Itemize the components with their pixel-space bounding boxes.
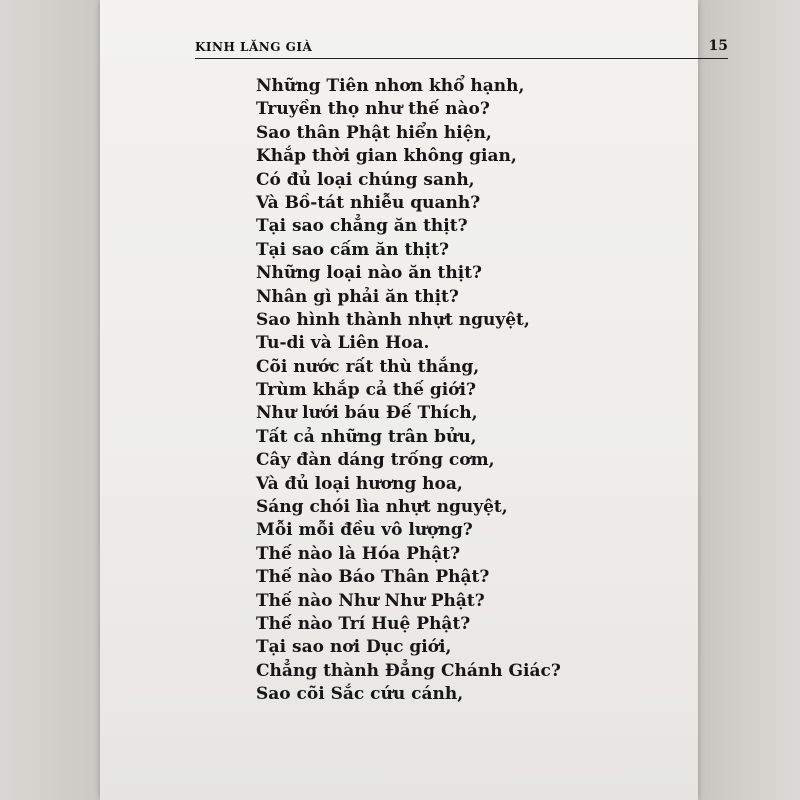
verse-line: Sao cõi Sắc cứu cánh, [256,684,464,705]
verse-line: Thế nào Báo Thân Phật? [256,567,490,588]
verse-line: Tu-di và Liên Hoa. [256,333,430,354]
book-page [100,0,728,800]
verse-line: Cõi nước rất thù thắng, [256,356,480,377]
verse-line: Như lưới báu Đế Thích, [256,403,478,424]
running-title: KINH LĂNG GIÀ [195,40,313,54]
verse-line: Tại sao cấm ăn thịt? [256,239,449,260]
page-header [195,38,728,59]
verse-line: Và đủ loại hương hoa, [256,473,463,494]
verse-line: Và Bồ-tát nhiễu quanh? [256,192,481,213]
page-number: 15 [708,38,728,54]
verse-line: Sao hình thành nhựt nguyệt, [256,309,530,330]
verse-line: Những Tiên nhơn khổ hạnh, [256,76,525,96]
verse-line: Truyền thọ như thế nào? [256,99,490,120]
verse-line: Tại sao chẳng ăn thịt? [256,216,468,237]
verse-block [256,75,561,707]
verse-line: Trùm khắp cả thế giới? [256,380,476,401]
verse-line: Tại sao nơi Dục giới, [256,637,452,658]
verse-line: Cây đàn dáng trống cơm, [256,450,495,471]
verse-line: Thế nào Như Như Phật? [256,590,485,611]
background-right [692,0,800,800]
verse-line: Thế nào Trí Huệ Phật? [256,613,471,634]
verse-line: Mỗi mỗi đều vô lượng? [256,520,473,541]
verse-line: Sáng chói lìa nhựt nguyệt, [256,497,508,518]
verse-line: Những loại nào ăn thịt? [256,263,483,284]
verse-line: Nhân gì phải ăn thịt? [256,286,459,307]
verse-line: Có đủ loại chúng sanh, [256,169,475,190]
verse-line: Sao thân Phật hiển hiện, [256,122,492,143]
verse-line: Khắp thời gian không gian, [256,146,517,167]
verse-line: Tất cả những trân bửu, [256,426,477,447]
background-left [0,0,112,800]
verse-line: Thế nào là Hóa Phật? [256,543,461,564]
verse-line: Chẳng thành Đẳng Chánh Giác? [256,660,561,681]
